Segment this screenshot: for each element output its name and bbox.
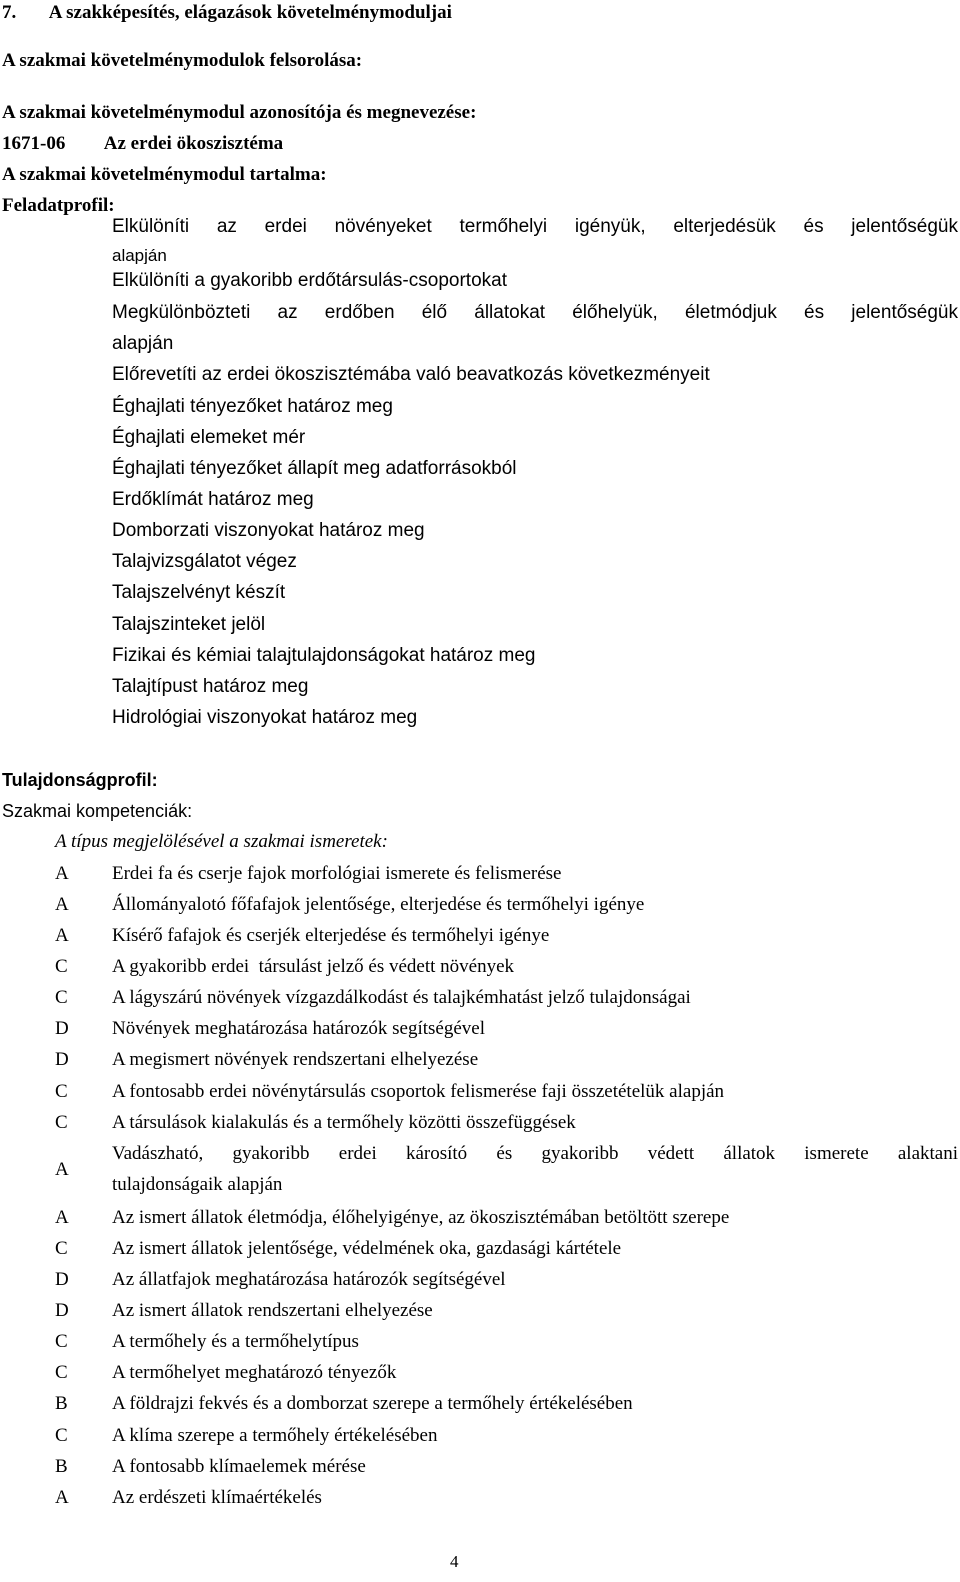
- task-item: Domborzati viszonyokat határoz meg: [112, 520, 425, 541]
- knowledge-text: Az ismert állatok életmódja, élőhelyigénye, az ökoszisztémában betöltött szerepe: [112, 1207, 730, 1228]
- section-number: 7.: [2, 2, 17, 23]
- knowledge-level: A: [55, 1159, 69, 1180]
- tulajdonsagprofil-heading: Tulajdonságprofil:: [2, 770, 158, 790]
- knowledge-level: A: [55, 1207, 69, 1228]
- knowledge-level: D: [55, 1269, 69, 1290]
- task-item: Előrevetíti az erdei ökoszisztémába való beavatkozás következményeit: [112, 364, 710, 385]
- knowledge-text: [112, 1143, 958, 1196]
- knowledge-text-line: tulajdonságaik alapján: [112, 1174, 283, 1195]
- knowledge-text: A megismert növények rendszertani elhelyezése: [112, 1049, 479, 1070]
- task-item-first-continuation: alapján: [112, 246, 167, 264]
- knowledge-level: D: [55, 1049, 69, 1070]
- task-item: Erdőklímát határoz meg: [112, 489, 314, 510]
- task-item: Talajvizsgálatot végez: [112, 551, 297, 572]
- module-code-line: [2, 133, 283, 155]
- knowledge-item: [0, 1143, 960, 1205]
- task-item: Talajszinteket jelöl: [112, 614, 266, 635]
- module-content-heading: A szakmai követelménymodul tartalma:: [2, 164, 327, 185]
- section-title: A szakképesítés, elágazások követelménymoduljai: [48, 2, 452, 23]
- task-item: Éghajlati elemeket mér: [112, 427, 306, 448]
- task-item: Éghajlati tényezőket állapít meg adatforrásokból: [112, 458, 517, 479]
- knowledge-text: A termőhelyet meghatározó tényezők: [112, 1362, 397, 1383]
- knowledge-level: A: [55, 863, 69, 884]
- task-item: Éghajlati tényezőket határoz meg: [112, 396, 393, 417]
- knowledge-text: Állományalotó főfafajok jelentősége, elterjedése és termőhelyi igénye: [112, 894, 645, 915]
- section-heading: [2, 2, 452, 24]
- knowledge-types-heading: A típus megjelölésével a szakmai ismeretek:: [55, 831, 388, 852]
- knowledge-text: A fontosabb klímaelemek mérése: [112, 1456, 366, 1477]
- knowledge-text: Erdei fa és cserje fajok morfológiai ismerete és felismerése: [112, 863, 562, 884]
- task-item: Talajtípust határoz meg: [112, 676, 309, 697]
- knowledge-text: A termőhely és a termőhelytípus: [112, 1331, 359, 1352]
- knowledge-text: Kísérő fafajok és cserjék elterjedése és termőhelyi igénye: [112, 925, 550, 946]
- knowledge-text: A földrajzi fekvés és a domborzat szerepe a termőhely értékelésében: [112, 1393, 633, 1414]
- knowledge-text-line: Vadászható, gyakoribb erdei károsító és gyakoribb védett állatok ismerete alaktani: [112, 1143, 958, 1164]
- knowledge-text: A klíma szerepe a termőhely értékelésében: [112, 1425, 438, 1446]
- knowledge-level: B: [55, 1393, 68, 1414]
- knowledge-level: A: [55, 925, 69, 946]
- knowledge-level: D: [55, 1300, 69, 1321]
- knowledge-level: C: [55, 1331, 68, 1352]
- knowledge-text: A társulások kialakulás és a termőhely közötti összefüggések: [112, 1112, 576, 1133]
- feladatprofil-heading: Feladatprofil:: [2, 195, 115, 216]
- task-item-continuation: alapján: [112, 333, 174, 354]
- page-number: 4: [450, 1552, 459, 1571]
- knowledge-level: C: [55, 1425, 68, 1446]
- knowledge-text: Az ismert állatok jelentősége, védelmének oka, gazdasági kártétele: [112, 1238, 622, 1259]
- competencies-subheading: Szakmai kompetenciák:: [2, 801, 193, 821]
- task-item: Talajszelvényt készít: [112, 582, 286, 603]
- task-item-first: Elkülöníti az erdei növényeket termőhelyi igényük, elterjedésük és jelentőségük: [112, 216, 958, 237]
- modules-list-heading: A szakmai követelménymodulok felsorolása:: [2, 50, 363, 71]
- knowledge-text: A lágyszárú növények vízgazdálkodást és talajkémhatást jelző tulajdonságai: [112, 987, 691, 1008]
- knowledge-level: D: [55, 1018, 69, 1039]
- knowledge-level: C: [55, 1362, 68, 1383]
- knowledge-level: A: [55, 1487, 69, 1508]
- knowledge-level: C: [55, 956, 68, 977]
- task-item: Hidrológiai viszonyokat határoz meg: [112, 707, 418, 728]
- knowledge-text: Az ismert állatok rendszertani elhelyezése: [112, 1300, 433, 1321]
- knowledge-level: B: [55, 1456, 68, 1477]
- knowledge-text: A gyakoribb erdei társulást jelző és védett növények: [112, 956, 515, 977]
- knowledge-text: Az állatfajok meghatározása határozók segítségével: [112, 1269, 506, 1290]
- module-id-heading: A szakmai követelménymodul azonosítója és megnevezése:: [2, 102, 477, 123]
- knowledge-level: A: [55, 894, 69, 915]
- knowledge-text: A fontosabb erdei növénytársulás csoportok felismerése faji összetételük alapján: [112, 1081, 725, 1102]
- knowledge-level: C: [55, 987, 68, 1008]
- task-item: Elkülöníti a gyakoribb erdőtársulás-csoportokat: [112, 270, 507, 291]
- task-item: Fizikai és kémiai talajtulajdonságokat határoz meg: [112, 645, 536, 666]
- module-name: Az erdei ökoszisztéma: [103, 133, 284, 154]
- task-item: Megkülönbözteti az erdőben élő állatokat élőhelyük, életmódjuk és jelentőségük: [112, 302, 958, 323]
- module-code: 1671-06: [2, 133, 66, 154]
- knowledge-text: Az erdészeti klímaértékelés: [112, 1487, 322, 1508]
- knowledge-text: Növények meghatározása határozók segítségével: [112, 1018, 485, 1039]
- knowledge-level: C: [55, 1112, 68, 1133]
- knowledge-level: C: [55, 1081, 68, 1102]
- knowledge-level: C: [55, 1238, 68, 1259]
